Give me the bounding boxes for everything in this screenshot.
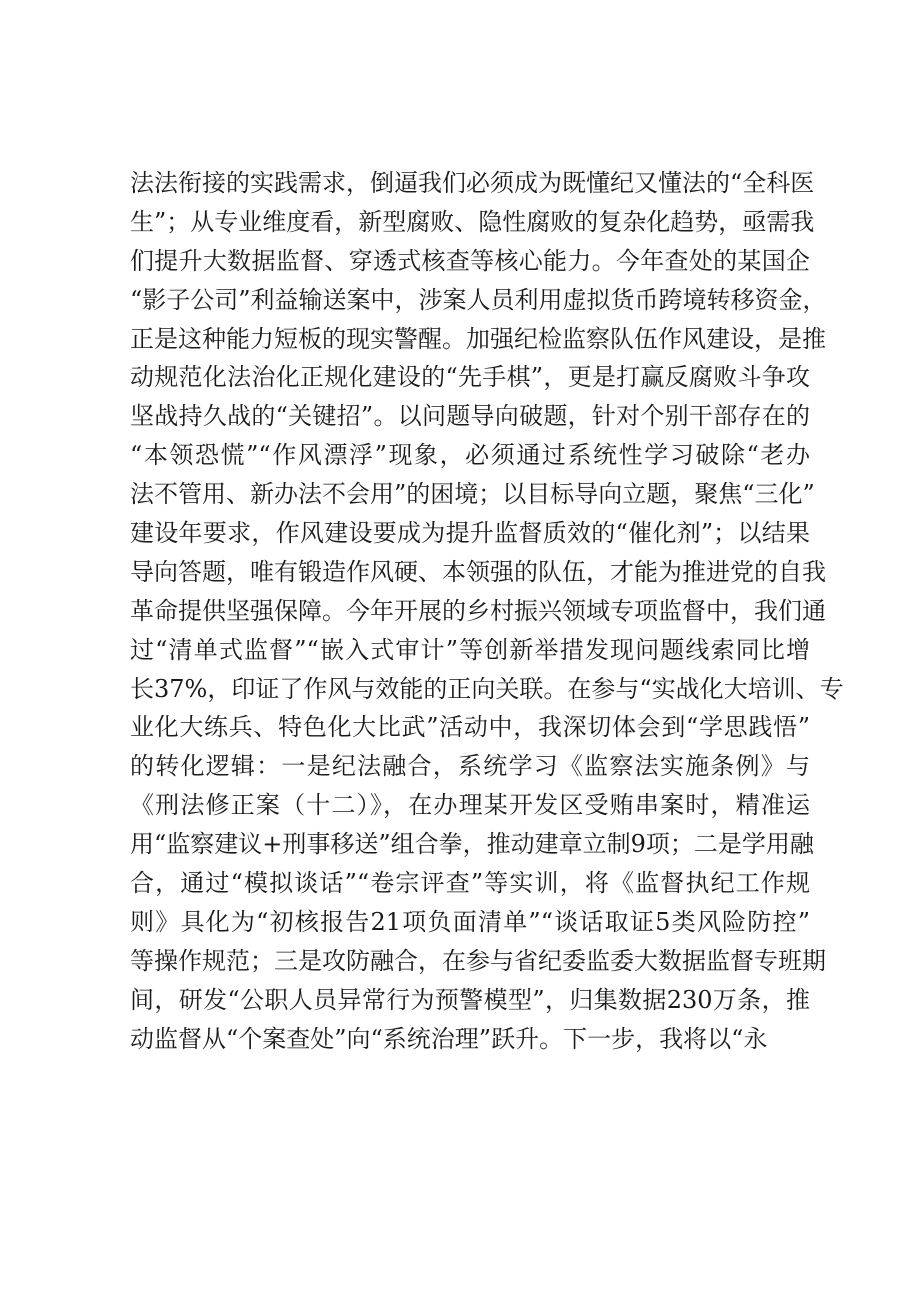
text-line-5: 正是这种能力短板的现实警醒。加强纪检监察队伍作风建设，是推 [130,324,826,353]
text-line-20: 则》具化为“初核报告21项负面清单”“谈话取证5类风险防控” [130,907,810,936]
text-line-9: 法不管用、新办法不会用”的困境；以目标导向立题，聚焦“三化” [130,480,815,509]
text-line-3: 们提升大数据监督、穿透式核查等核心能力。今年查处的某国企 [130,246,810,275]
text-line-19: 合，通过“模拟谈话”“卷宗评查”等实训，将《监督执纪工作规 [130,869,810,898]
text-line-23: 动监督从“个案查处”向“系统治理”跃升。下一步，我将以“永 [130,1024,768,1053]
text-line-15: 业化大练兵、特色化大比武”活动中，我深切体会到“学思践悟” [130,713,810,742]
text-line-13: 过“清单式监督”“嵌入式审计”等创新举措发现问题线索同比增 [130,635,810,664]
text-line-1: 法法衔接的实践需求，倒逼我们必须成为既懂纪又懂法的“全科医 [130,169,815,197]
text-line-17: 《刑法修正案（十二）》，在办理某开发区受贿串案时，精准运 [130,791,810,820]
text-line-21: 等操作规范；三是攻防融合，在参与省纪委监委大数据监督专班期 [130,946,826,975]
text-line-16: 的转化逻辑：一是纪法融合，系统学习《监察法实施条例》与 [130,752,810,781]
text-line-8: “本领恐慌”“作风漂浮”现象，必须通过系统性学习破除“老办 [130,441,810,470]
text-line-12: 革命提供坚强保障。今年开展的乡村振兴领域专项监督中，我们通 [130,596,826,625]
body-paragraph [130,164,844,1058]
text-line-18: 用“监察建议+刑事移送”组合拳，推动建章立制9项；二是学用融 [130,830,814,859]
text-line-14: 长37%，印证了作风与效能的正向关联。在参与“实战化大培训、专 [130,674,844,703]
text-line-22: 间，研发“公职人员异常行为预警模型”，归集数据230万条，推 [130,985,810,1014]
text-line-2: 生”；从专业维度看，新型腐败、隐性腐败的复杂化趋势，亟需我 [130,207,815,236]
text-line-11: 导向答题，唯有锻造作风硬、本领强的队伍，才能为推进党的自我 [130,557,826,586]
text-line-7: 坚战持久战的“关键招”。以问题导向破题，针对个别干部存在的 [130,402,810,431]
text-line-10: 建设年要求，作风建设要成为提升监督质效的“催化剂”；以结果 [130,519,810,548]
text-line-4: “影子公司”利益输送案中，涉案人员利用虚拟货币跨境转移资金， [130,285,827,314]
text-line-6: 动规范化法治化正规化建设的“先手棋”，更是打赢反腐败斗争攻 [130,363,810,392]
